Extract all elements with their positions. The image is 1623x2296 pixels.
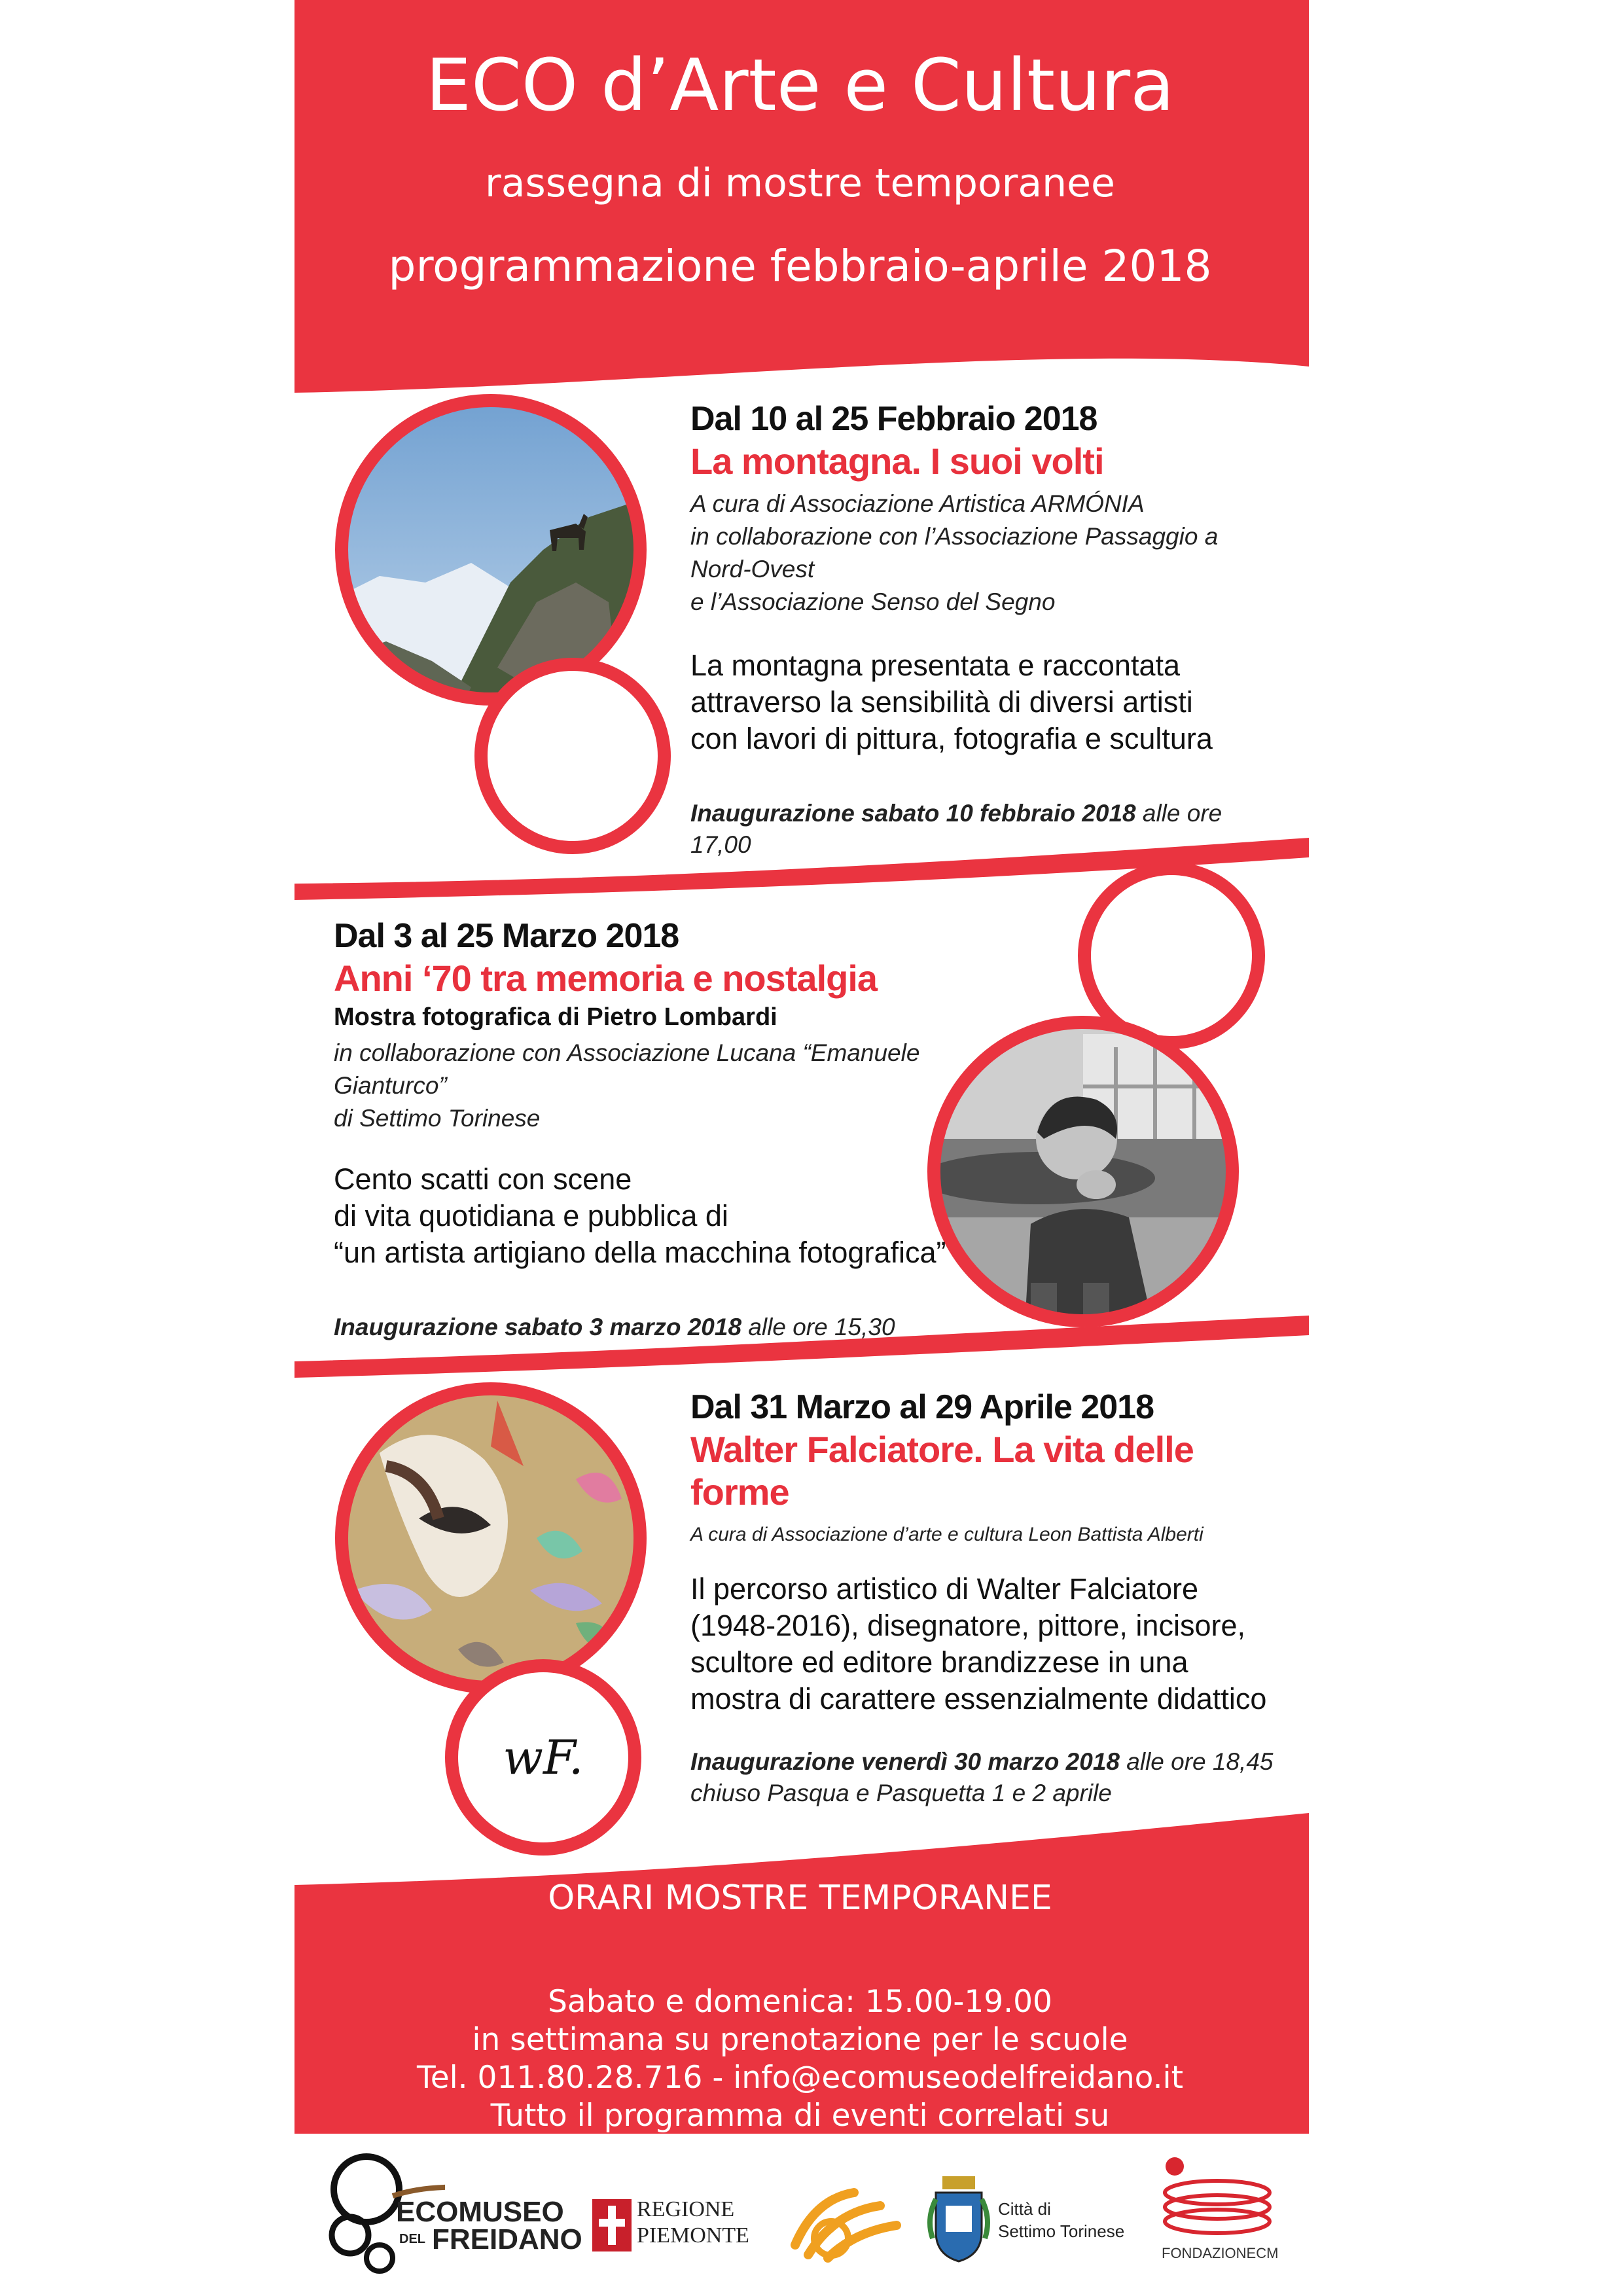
event1-credit-line: e l’Associazione Senso del Segno [690,588,1056,615]
hours-line: in settimana su prenotazione per le scuole [472,2022,1128,2058]
event1-inauguration [690,798,1279,861]
page-subtitle: rassegna di mostre temporanee [485,160,1115,206]
page-title: ECO d’Arte e Cultura [425,43,1175,127]
event3-credit-line: A cura di Associazione d’arte e cultura Leon Battista Alberti [690,1524,1204,1545]
event2-inauguration-time: alle ore 15,30 [741,1314,895,1340]
event1-dates: Dal 10 al 25 Febbraio 2018 [690,400,1097,438]
event3-inauguration-time: alle ore 18,45 [1119,1748,1274,1775]
event3-closure-note: chiuso Pasqua e Pasquetta 1 e 2 aprile [690,1780,1112,1806]
event3-dates: Dal 31 Marzo al 29 Aprile 2018 [690,1388,1154,1426]
event3-signature-circle [445,1659,641,1856]
event3-inauguration [690,1746,1293,1778]
logo-ecomuseo-line2: DEL [399,2232,425,2246]
event2-dates: Dal 3 al 25 Marzo 2018 [334,917,679,955]
website-line: Tutto il programma di eventi correlati su www.ecomuseodelfreidano.it [490,2098,1110,2172]
event2-inauguration-date: Inaugurazione sabato 3 marzo 2018 [334,1314,742,1340]
event1-name: La montagna. I suoi volti [690,440,1104,482]
event3-image-circle [327,1374,654,1702]
page-period: programmazione febbraio-aprile 2018 [388,241,1212,291]
event1-description [690,647,1279,757]
signature-text: wF. [503,1730,584,1785]
logo-citta-line1: Città di [998,2199,1051,2219]
event2-credit-line: di Settimo Torinese [334,1105,541,1132]
event2-name: Anni ‘70 tra memoria e nostalgia [334,958,878,999]
event3-inauguration-date: Inaugurazione venerdì 30 marzo 2018 [690,1748,1120,1775]
event2-subtitle: Mostra fotografica di Pietro Lombardi [334,1003,777,1031]
event1-credit-line: in collaborazione con l’Associazione Passaggio a Nord-Ovest [690,523,1219,583]
event3-description-line: (1948-2016), disegnatore, pittore, incisore, [690,1609,1245,1642]
event3-description [690,1571,1293,1717]
event1-credit-line: A cura di Associazione Artistica ARMÓNIA [690,490,1145,517]
logo-fondazione-ecm [1155,2153,1279,2271]
hours-lines [294,1983,1306,2173]
event1-inauguration-time: alle ore 17,00 [690,800,1222,858]
logo-citta-line2: Settimo Torinese [998,2221,1125,2241]
event2-description-line: Cento scatti con scene [334,1162,632,1196]
event3-block [690,1388,1293,1809]
event2-description-line: di vita quotidiana e pubblica di [334,1199,728,1232]
contact-line: Tel. 011.80.28.716 - info@ecomuseodelfreidano.it [416,2060,1184,2096]
logo-citta-settimo [926,2173,1142,2271]
event1-decorative-ring [471,655,674,857]
event2-credit [334,1037,988,1135]
event3-description-line: Il percorso artistico di Walter Falciatore [690,1572,1199,1605]
event2-description [334,1161,988,1271]
event2-description-line: “un artista artigiano della macchina fotografica” [334,1236,946,1269]
event1-description-line: attraverso la sensibilità di diversi artisti [690,685,1193,719]
event1-credit [690,488,1279,619]
logo-fondazione-text: FONDAZIONECM [1162,2245,1279,2261]
logo-ecomuseo [321,2150,582,2274]
event1-description-line: con lavori di pittura, fotografia e scultura [690,722,1213,755]
logo-regione-line1: REGIONE [637,2197,735,2221]
event3-name: Walter Falciatore. La vita delle forme [690,1429,1194,1513]
event1-inauguration-date: Inaugurazione sabato 10 febbraio 2018 [690,800,1136,827]
logo-ecomuseo-line1: ECOMUSEO [396,2196,564,2228]
event2-credit-line: in collaborazione con Associazione Lucana “Emanuele Gianturco” [334,1039,920,1099]
hours-line: Sabato e domenica: 15.00-19.00 [548,1984,1052,2020]
event1-description-line: La montagna presentata e raccontata [690,649,1181,682]
event3-description-line: mostra di carattere essenzialmente didattico [690,1682,1267,1715]
event2-block [334,916,988,1343]
event2-inauguration [334,1312,988,1343]
event1-block [690,399,1279,861]
event3-credit [690,1518,1293,1551]
logo-regione-piemonte [592,2196,756,2255]
logo-regione-line2: PIEMONTE [637,2223,749,2248]
hours-heading: ORARI MOSTRE TEMPORANEE [548,1878,1052,1918]
logo-hand-emblem [776,2173,906,2271]
logo-ecomuseo-line3: FREIDANO [432,2223,582,2255]
event3-description-line: scultore ed editore brandizzese in una [690,1645,1188,1679]
